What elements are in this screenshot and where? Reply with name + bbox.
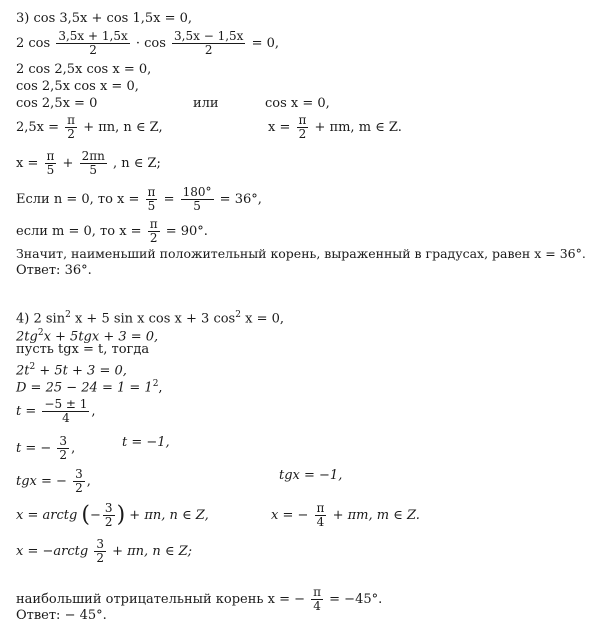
- t4-line-9a: [16, 502, 209, 529]
- text: если m = 0, то x =: [16, 224, 142, 239]
- text: x = arctg: [16, 508, 78, 523]
- text: t = −: [16, 441, 52, 456]
- numerator: 3,5x − 1,5x: [174, 29, 244, 43]
- text: 2tg: [16, 329, 38, 345]
- text: + πn, n ∈ Z,: [83, 120, 163, 135]
- denominator: 2: [89, 43, 97, 57]
- numerator: π: [46, 149, 55, 163]
- text: x = 0,: [240, 311, 284, 327]
- fraction: [311, 586, 323, 613]
- t3-line-5a: cos 2,5x = 0: [16, 96, 98, 111]
- text: t = −1,: [122, 435, 170, 450]
- t4-line-3: пусть tgx = t, тогда: [16, 342, 150, 357]
- t3-line-5c: cos x = 0,: [265, 96, 330, 111]
- fraction: [42, 398, 89, 425]
- text: + 5t + 3 = 0,: [35, 363, 127, 379]
- denominator: 5: [46, 163, 55, 177]
- fraction: [45, 150, 57, 177]
- text: =: [163, 192, 175, 207]
- t4-line-5: [16, 376, 163, 396]
- paren-close: ): [116, 502, 126, 528]
- text: ,: [91, 404, 96, 419]
- t4-line-10: [16, 538, 192, 565]
- text: = 90°.: [165, 224, 208, 239]
- t3-line-3: 2 cos 2,5x cos x = 0,: [16, 62, 152, 77]
- numerator: 3,5x + 1,5x: [58, 29, 128, 43]
- numerator: 3: [96, 537, 104, 551]
- exponent: 2: [37, 328, 44, 338]
- text: 2,5x =: [16, 120, 60, 135]
- denominator: 2: [59, 448, 68, 462]
- denominator: 4: [316, 515, 325, 529]
- t3-line-6b: [268, 114, 402, 141]
- denominator: 2: [96, 551, 104, 565]
- exponent: 2: [65, 310, 71, 320]
- t4-line-7a: [16, 435, 75, 462]
- text: ,: [71, 441, 76, 456]
- text: Если n = 0, то x =: [16, 192, 140, 207]
- denominator: 5: [89, 163, 98, 177]
- text: 2 cos: [16, 36, 51, 51]
- fraction: [57, 435, 69, 462]
- text: −: [90, 508, 101, 523]
- fraction: [146, 186, 158, 213]
- text: ,: [158, 380, 163, 396]
- exponent: 2: [152, 379, 159, 389]
- denominator: 2: [204, 43, 213, 57]
- text: + πn, n ∈ Z;: [112, 544, 192, 559]
- t3-conclusion: Значит, наименьший положительный корень, выраженный в градусах, равен x = 36°.: [16, 246, 586, 261]
- denominator: 2: [104, 515, 113, 529]
- text: ,: [86, 474, 91, 489]
- numerator: 3: [104, 501, 113, 515]
- text: D = 25 − 24 = 1 = 1: [16, 380, 153, 396]
- text: , n ∈ Z;: [112, 156, 161, 171]
- t3-line-7: [16, 150, 161, 177]
- fraction: [65, 114, 77, 141]
- denominator: 5: [147, 199, 156, 213]
- t4-line-8b: [279, 468, 342, 484]
- t3-line-2: [16, 30, 279, 57]
- text: +: [62, 156, 74, 171]
- text: · cos: [135, 36, 166, 51]
- numerator: π: [147, 185, 156, 199]
- t3-line-4: cos 2,5x cos x = 0,: [16, 79, 139, 94]
- numerator: π: [313, 585, 322, 599]
- text: 4) 2 sin: [16, 311, 66, 327]
- text: = 0,: [251, 36, 280, 51]
- fraction: [148, 218, 160, 245]
- fraction: [103, 502, 115, 529]
- denominator: 4: [313, 599, 321, 613]
- t4-line-8a: [16, 468, 91, 495]
- fraction: [94, 538, 106, 565]
- numerator: π: [298, 113, 307, 127]
- denominator: 5: [193, 199, 201, 213]
- t4-answer: Ответ: − 45°.: [16, 608, 107, 623]
- fraction: [181, 186, 214, 213]
- paren-open: (: [81, 502, 91, 528]
- text: + πm, m ∈ Z.: [314, 120, 402, 135]
- text: x =: [16, 156, 39, 171]
- exponent: 2: [29, 362, 36, 372]
- denominator: 2: [149, 231, 158, 245]
- numerator: π: [67, 113, 76, 127]
- text: tgx = −1,: [279, 468, 343, 483]
- numerator: 3: [75, 467, 83, 481]
- text: + πm, m ∈ Z.: [332, 508, 420, 523]
- text: x + 5 sin x cos x + 3 cos: [70, 311, 236, 327]
- fraction: [80, 150, 107, 177]
- text: t =: [16, 404, 37, 419]
- fraction: [297, 114, 309, 141]
- denominator: 2: [67, 127, 75, 141]
- t4-line-9b: [271, 502, 420, 529]
- numerator: π: [316, 501, 325, 515]
- numerator: 2πn: [81, 149, 105, 163]
- fraction: [73, 468, 85, 495]
- exponent: 2: [235, 310, 241, 320]
- text: наибольший отрицательный корень x = −: [16, 592, 305, 607]
- text: x = −: [271, 508, 309, 523]
- text: = −45°.: [329, 592, 383, 607]
- fraction: [172, 30, 245, 57]
- t3-answer: Ответ: 36°.: [16, 263, 92, 278]
- denominator: 4: [62, 411, 70, 425]
- text: + πn, n ∈ Z,: [129, 508, 209, 523]
- text: = 36°,: [219, 192, 262, 207]
- text: x = −arctg: [16, 544, 89, 559]
- text: x =: [268, 120, 291, 135]
- numerator: π: [149, 217, 158, 231]
- denominator: 2: [75, 481, 83, 495]
- text: 2t: [16, 363, 30, 379]
- numerator: 180°: [182, 185, 212, 199]
- t3-line-6a: [16, 114, 163, 141]
- numerator: −5 ± 1: [44, 397, 88, 411]
- denominator: 2: [298, 127, 307, 141]
- t3-line-9: [16, 218, 208, 245]
- t4-line-7b: [122, 435, 170, 451]
- fraction: [56, 30, 129, 57]
- text: tgx = −: [16, 474, 67, 489]
- t3-line-5b: или: [193, 96, 219, 111]
- t4-line-6: [16, 398, 96, 425]
- t3-line-8: [16, 186, 262, 213]
- fraction: [315, 502, 327, 529]
- text: x + 5tgx + 3 = 0,: [43, 329, 159, 345]
- numerator: 3: [59, 434, 68, 448]
- t3-line-1: 3) cos 3,5x + cos 1,5x = 0,: [16, 11, 193, 26]
